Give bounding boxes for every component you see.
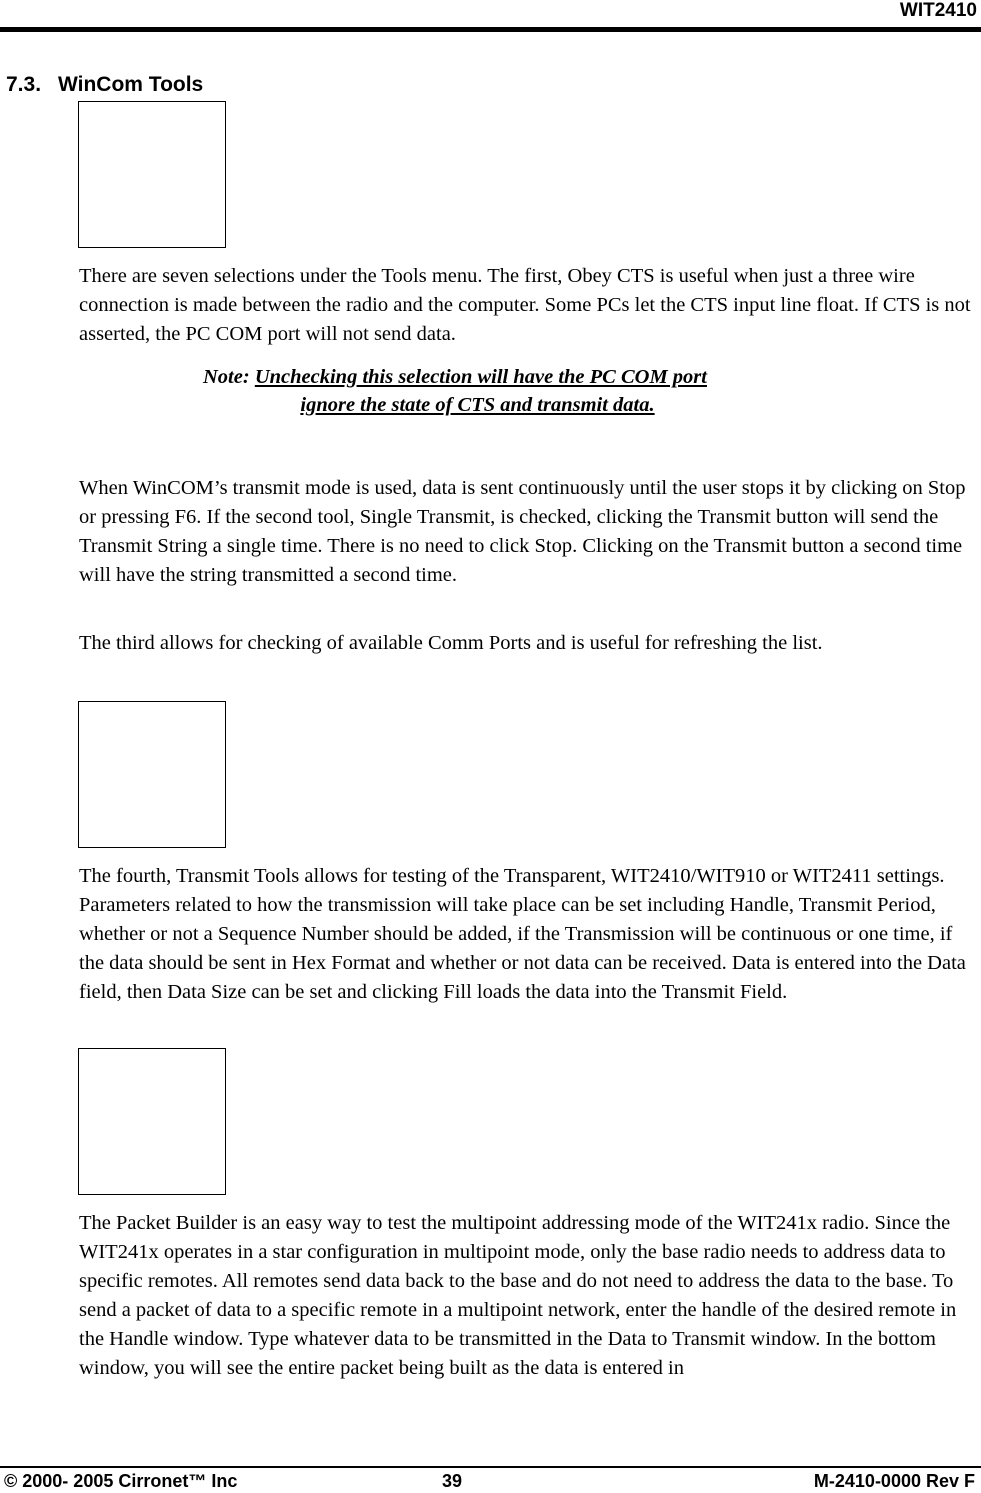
note-line-2: [0, 391, 981, 419]
note-block: [79, 363, 981, 419]
section-title: WinCom Tools: [58, 73, 204, 96]
note-text-1: Unchecking this selection will have the PC COM port: [254, 366, 707, 388]
tools-menu-figure: [78, 101, 226, 248]
note-line-1: [0, 363, 981, 391]
paragraph-obey-cts: There are seven selections under the Tools menu. The first, Obey CTS is useful when just a three wire connection is made between the radio and the computer. Some PCs let the CTS input line float. If CTS is not asserted, the PC COM port will not send data.: [79, 265, 971, 345]
paragraph-transmit-tools: The fourth, Transmit Tools allows for testing of the Transparent, WIT2410/WIT910 or WIT2411 settings. Parameters related to how the transmission will take place can be set including Handle, Transmit Period, whether or not a Sequence Number should be added, if the Transmission will be continuous or one time, if the data should be sent in Hex Format and whether or not data can be received. Data is entered into the Data field, then Data Size can be set and clicking Fill loads the data into the Transmit Field.: [79, 865, 966, 1003]
footer-copyright: © 2000- 2005 Cirronet™ Inc: [4, 1471, 238, 1491]
header-title: WIT2410: [899, 0, 977, 21]
footer-rule: [0, 1466, 981, 1468]
footer-page-number: 39: [442, 1471, 463, 1491]
paragraph-single-transmit: When WinCOM’s transmit mode is used, data is sent continuously until the user stops it by clicking on Stop or pressing F6. If the second tool, Single Transmit, is checked, clicking the Transmit button will send the Transmit String a single time. There is no need to click Stop. Clicking on the Transmit button a second time will have the string transmitted a second time.: [79, 477, 966, 586]
note-text-2: ignore the state of CTS and transmit data.: [300, 394, 655, 416]
section-heading: [6, 72, 203, 98]
note-label: Note:: [203, 366, 255, 388]
header-rule: [0, 27, 981, 32]
section-number: 7.3.: [6, 73, 42, 96]
paragraph-comm-ports: The third allows for checking of available Comm Ports and is useful for refreshing the list.: [79, 632, 823, 654]
footer-doc-id: M-2410-0000 Rev F: [813, 1471, 975, 1491]
packet-builder-figure: [78, 1048, 226, 1195]
transmit-tools-figure: [78, 701, 226, 848]
paragraph-packet-builder: The Packet Builder is an easy way to test the multipoint addressing mode of the WIT241x radio. Since the WIT241x operates in a star configuration in multipoint mode, only the base radio needs to address data to specific remotes. All remotes send data back to the base and do not need to address the data to the base. To send a packet of data to a specific remote in a multipoint network, enter the handle of the desired remote in the Handle window. Type whatever data to be transmitted in the Data to Transmit window. In the bottom window, you will see the entire packet being built as the data is entered in: [79, 1212, 957, 1379]
